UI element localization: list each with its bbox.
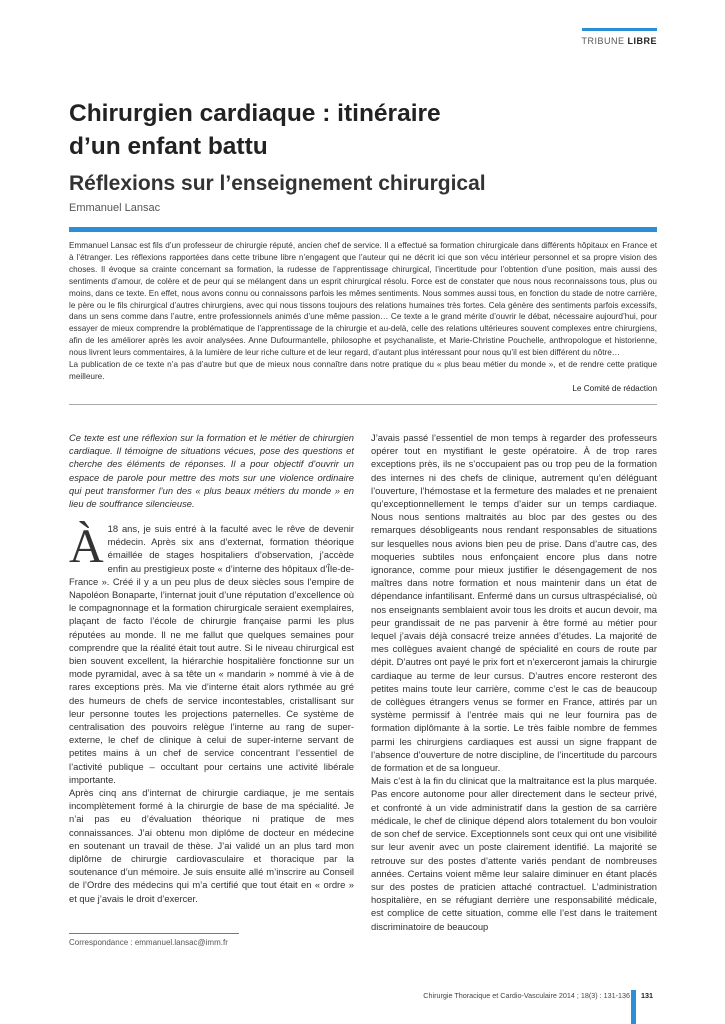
body-paragraph [69, 522, 354, 786]
title-line-2: d’un enfant battu [69, 133, 268, 160]
section-rule [582, 28, 657, 31]
drop-cap: À [69, 520, 104, 573]
lead-in-text: Ce texte est une réflexion sur la formation et le métier de chirurgien cardiaque. Il témoigne de situations vécues, pose des questions et cherche des éléments de réponses. Il a pour objectif d’ouvrir un espace de parole pour mettre des mots sur une violence ordinaire qui peut transformer l’un des « plus beaux métiers du monde » en lieu de souffrance silencieuse. [69, 432, 354, 510]
page-marker-bar [631, 990, 636, 1024]
body-column-left [69, 522, 354, 905]
body-column-right [371, 431, 657, 933]
title-line-1: Chirurgien cardiaque : itinéraire [69, 100, 441, 127]
journal-citation: Chirurgie Thoracique et Cardio-Vasculaire 2014 ; 18(3) : 131-136 [423, 991, 630, 1000]
intro-paragraph: La publication de ce texte n’a pas d’autre but que de mieux nous connaître dans notre pratique du « plus beau métier du monde », et de rendre cette pratique meilleure. [69, 360, 657, 381]
lead-in-italic [69, 431, 354, 510]
body-paragraph: Mais c’est à la fin du clinicat que la maltraitance est la plus marquée. Pas encore autonome pour aller directement dans le secteur privé, et confronté à un vide administratif dans la gestion de sa carrière médicale, le chef de clinique dépend alors totalement du bon vouloir de son chef de service. Exceptionnels sont ceux qui ont une visibilité sur leur avenir avec un poste clairement identifié. La majorité se retrouve sur des postes d’attente variés pendant de nombreuses années. Certains voient même leur salaire diminuer en étant placés sur des postes de praticien attaché contractuel. L’administration hospitalière, en se réfugiant derrière une responsabilité médicale, est complice de cette situation, comme elle l’est dans le traitement discriminatoire de beaucoup [371, 775, 657, 932]
correspondence: Correspondance : emmanuel.lansac@imm.fr [69, 938, 228, 947]
section-name-bold: LIBRE [627, 36, 657, 46]
intro-box [69, 240, 657, 395]
author-name: Emmanuel Lansac [69, 202, 161, 214]
body-paragraph: Après cinq ans d’internat de chirurgie cardiaque, je me sentais incomplètement formé à la chirurgie de base de ma spécialité. Je n’ai pas eu d’évaluation théorique ni pratique de mes connaissances. J’ai obtenu mon diplôme de docteur en médecine en soutenant un travail de thèse. J’ai validé un an plus tard mon diplôme de chirurgie cardiovasculaire et thoracique par la soutenance d’un mémoire. Je suis ensuite allé m’inscrire au Conseil de l’Ordre des médecins qui m’a certifié que tout était en « ordre » et que j’avais le droit d’exercer. [69, 787, 354, 904]
body-paragraph: J’avais passé l’essentiel de mon temps à regarder des professeurs opérer tout en mystifiant le geste opératoire. À de trop rares exceptions près, ils ne s’occupaient pas ou trop peu de la formation des internes ni des chefs de clinique, autrement qu’en déléguant l’ouverture, l’hémostase et la fermeture des malades et ne prenaient qu’exceptionnellement le temps d’aider sur un temps cardiaque. Nous nous sentions maltraités au bloc par des gestes ou des remarques désobligeants nous rendant responsables de situations sur lesquelles nous avions bien peu de prise. Dans d’autre cas, des moqueries subtiles nous enfonçaient encore plus dans notre ignorance, comme pour mieux justifier le désengagement de nos maîtres dans notre formation et nous maintenir dans un état de dépendance infantilisant. Enfermé dans un cursus ultraspécialisé, où nos enseignants semblaient avoir tous les droits et aucun devoir, ma peur grandissait de ne pas parvenir à être formé au métier pour lequel j’avais déjà consacré treize années d’études. La majorité de mes collègues avaient changé de spécialité en cours de route par dépit. D’autres ont payé le prix fort et n’exerceront jamais la chirurgie cardiaque au terme de leur cursus. D’autres encore resteront des petites mains toute leur carrière, comme c’est le cas de beaucoup de collègues étrangers venus se former en France, attirés par un système permissif à l’entrée mais qui ne leur fournira pas de formation diplômante à la sortie. Le très faible nombre de femmes parmi les chirurgiens cardiaques est aussi un signe frappant de l’absence d’ouverture de notre discipline, de l’incertitude du parcours de formation et de sa longueur. [371, 432, 657, 774]
intro-paragraph: Emmanuel Lansac est fils d’un professeur de chirurgie réputé, ancien chef de service. Il a effectué sa formation chirurgicale dans différents hôpitaux en France et à l’étranger. Les réflexions rapportées dans cette tribune libre n’engagent que l’auteur qui ne décrit ici que son vécu intérieur personnel et sa propre vision des choses. Il évoque sa crainte concernant sa formation, la rudesse de l’apprentissage chirurgical, l’incertitude pour l’obtention d’une position, mais aussi des sentiments d’amour, de colère et de peur qui se mélangent dans un esprit chirurgical résolu. Force est de constater que nous nous reconnaissons tous, plus ou moins, dans ce texte. En effet, nous avons connu ou connaissons parfois les mêmes sentiments. Nous sommes aussi tous, en fonction du stade de notre carrière, le père ou le fils chirurgical d’autres chirurgiens, avec qui nous tissons toujours des relations humaines très fortes. Cela génère des sentiments parfois excessifs, dans un sens comme dans l’autre, entre professionnels animés d’une même passion… Ce texte a le grand mérite d’ouvrir le débat, nécessaire aujourd’hui, pour essayer de mieux comprendre la problématique de l’apprentissage de la chirurgie et au-delà, celle des relations ultérieures souvent complexes entre chirurgiens, afin de les améliorer après les avoir analysées. Anne Dufourmantelle, philosophe et psychanaliste, et Marie-Christine Pouchelle, anthropologue et historienne, nous livrent leurs commentaires, à la lumière de leur riche culture et de leur regard, d’autant plus intéressant pour nous qu’il est bien différent du nôtre… [69, 241, 657, 358]
section-name: TRIBUNE [581, 36, 625, 46]
editorial-signature: Le Comité de rédaction [572, 383, 657, 393]
intro-top-bar [69, 227, 657, 232]
section-label [560, 36, 657, 46]
page-number: 131 [641, 991, 653, 1000]
intro-bottom-rule [69, 404, 657, 405]
article-title [69, 97, 659, 163]
body-paragraph-text: 18 ans, je suis entré à la faculté avec le rêve de devenir médecin. Après six ans d’externat, formation théorique émaillée de stages hospitaliers d’observation, j’accède enfin au prestigieux poste « d’interne des hôpitaux d’Île-de-France ». Créé il y a un peu plus de deux siècles sous l’empire de Napoléon Bonaparte, l’internat jouit d’une réputation d’excellence où le compagnonnage et la formation chirurgicale seraient exemplaires, plaçant de facto l’école de chirurgie française parmi les plus réputées au monde. Il ne me fallut que quelques semaines pour comprendre que la réalité était tout autre. Si le niveau chirurgical est bien souvent excellent, la hiérarchie hospitalière fonctionne sur un mode pyramidal, avec à sa tête un « mandarin » nommé à vie à de rares exceptions près. Ma vie d’interne était alors rythmée au gré des humeurs de chefs de service incontestables, cristallisant sur leur personne toutes les projections paternelles. Ce système de centralisation des pouvoirs relègue l’interne au rang de super-externe, le chef de clinique à celui de super-interne servant de petites mains à un chef de service concentrant l’essentiel de l’activité publique – occultant pour certains une activité libérale importante. [69, 523, 354, 785]
article-subtitle: Réflexions sur l’enseignement chirurgical [69, 172, 486, 195]
correspondence-rule [69, 933, 239, 934]
